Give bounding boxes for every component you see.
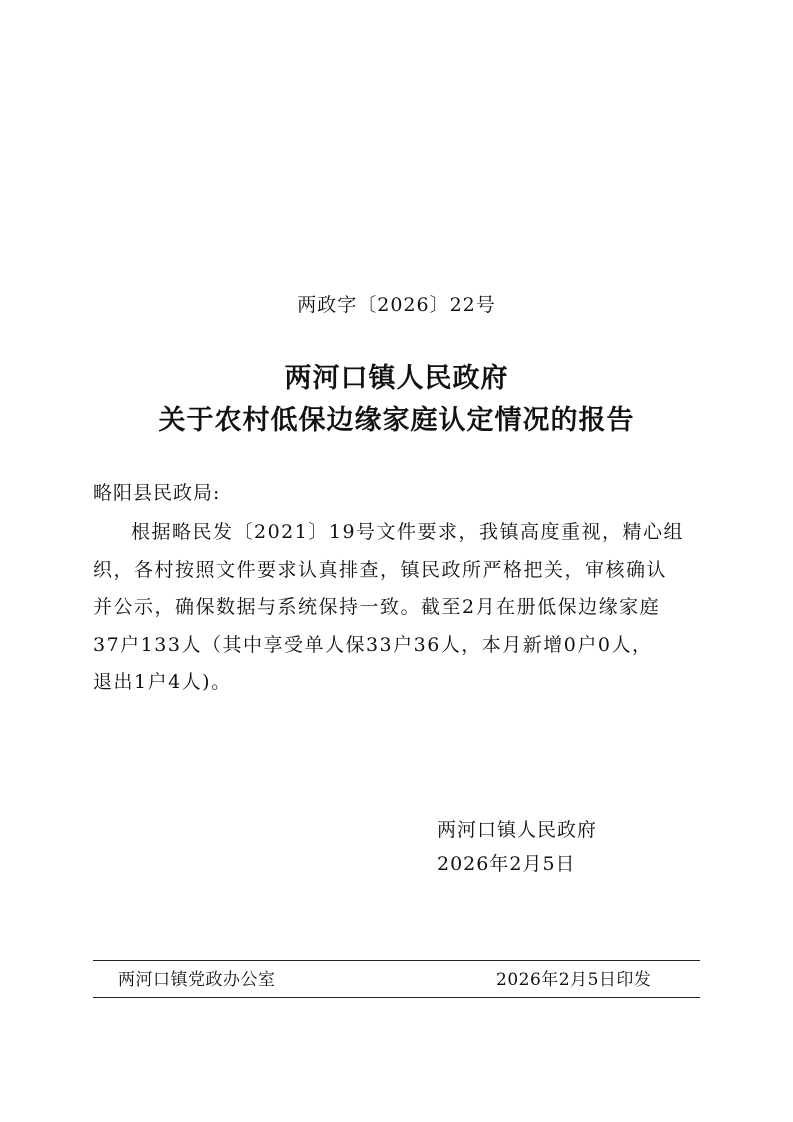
body-line-5: 退出1户4人)。 xyxy=(93,671,232,693)
document-title xyxy=(0,358,793,442)
body-line-3: 并公示，确保数据与系统保持一致。截至2月在册低保边缘家庭 xyxy=(93,596,661,618)
recipient: 略阳县民政局: xyxy=(93,482,221,504)
document-number: 两政字〔2026〕22号 xyxy=(297,294,496,316)
body-line-4: 37户133人（其中享受单人保33户36人，本月新增0户0人， xyxy=(93,633,653,656)
body-line-2: 织，各村按照文件要求认真排查，镇民政所严格把关，审核确认 xyxy=(93,558,668,581)
footer-bottom-rule xyxy=(93,997,700,998)
signature-date: 2026年2月5日 xyxy=(437,853,576,875)
title-line-1: 两河口镇人民政府 xyxy=(284,363,509,394)
body-paragraph xyxy=(93,514,701,702)
footer-issuing-office: 两河口镇党政办公室 xyxy=(118,970,276,990)
signature-block xyxy=(437,813,597,881)
footer-top-rule xyxy=(93,960,700,961)
footer-print-date: 2026年2月5日印发 xyxy=(496,970,652,990)
body-line-1: 根据略民发〔2021〕19号文件要求，我镇高度重视，精心组 xyxy=(131,521,685,543)
title-line-2: 关于农村低保边缘家庭认定情况的报告 xyxy=(158,405,635,436)
signature-org: 两河口镇人民政府 xyxy=(437,819,598,841)
